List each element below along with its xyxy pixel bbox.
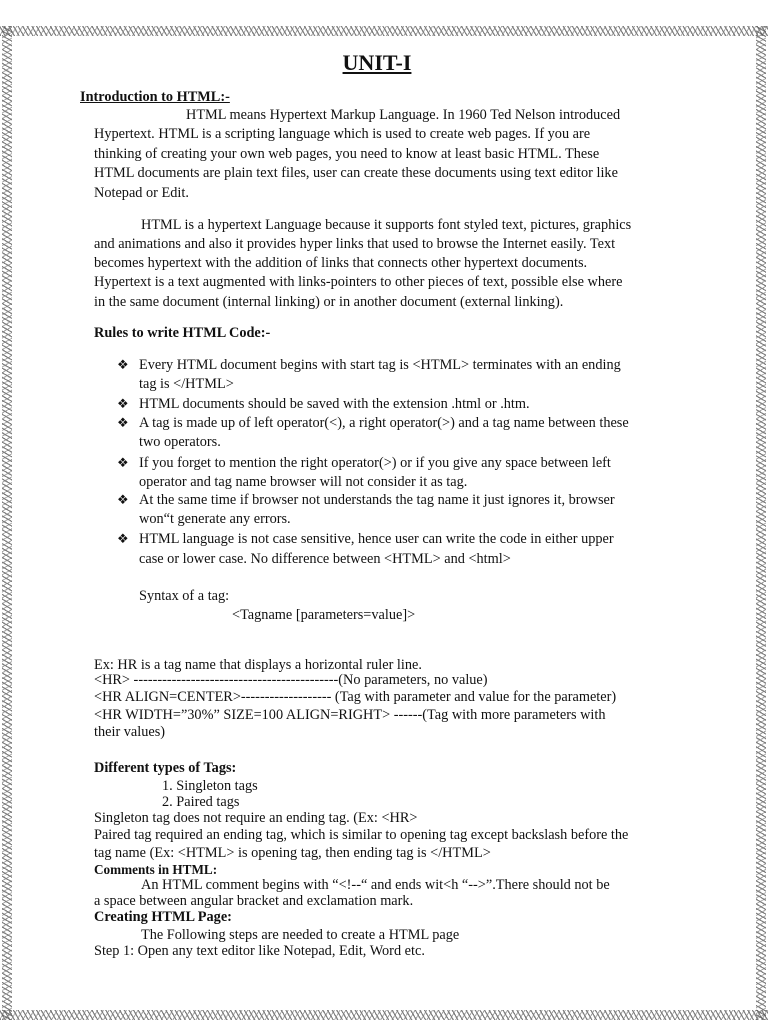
rules-heading: Rules to write HTML Code:-: [94, 325, 271, 341]
intro-p2-line: and animations and also it provides hyper links that used to browse the Internet easily. Text: [94, 236, 616, 252]
intro-p2-line: Hypertext is a text augmented with links-pointers to other pieces of text, possible else where: [94, 274, 623, 290]
creating-heading: Creating HTML Page:: [94, 909, 232, 925]
creating-line: Step 1: Open any text editor like Notepad, Edit, Word etc.: [94, 943, 425, 959]
types-line: tag name (Ex: <HTML> is opening tag, then ending tag is </HTML>: [94, 845, 491, 861]
example-line: <HR> -------------------------------------------(No parameters, no value): [94, 672, 488, 688]
types-heading: Different types of Tags:: [94, 760, 237, 776]
bullet-icon: ❖: [117, 357, 129, 372]
comments-heading: Comments in HTML:: [94, 862, 218, 877]
bullet-icon: ❖: [117, 492, 129, 507]
rule-item-line: won“t generate any errors.: [139, 511, 291, 527]
bullet-icon: ❖: [117, 396, 129, 411]
page-title: UNIT-I: [342, 50, 412, 75]
comments-line: An HTML comment begins with “<!--“ and ends wit<h “-->”.There should not be: [141, 877, 610, 893]
rule-item-line: case or lower case. No difference between <HTML> and <html>: [139, 551, 511, 567]
rule-item-line: A tag is made up of left operator(<), a right operator(>) and a tag name between these: [139, 415, 629, 431]
types-list-item: 1. Singleton tags: [162, 778, 258, 794]
decorative-border-left: [2, 26, 12, 1020]
rule-item-line: At the same time if browser not understands the tag name it just ignores it, browser: [139, 492, 615, 508]
intro-p2-line: becomes hypertext with the addition of links that connects other hypertext documents.: [94, 255, 588, 271]
bullet-icon: ❖: [117, 531, 129, 546]
example-line: <HR WIDTH=”30%” SIZE=100 ALIGN=RIGHT> ------(Tag with more parameters with: [94, 707, 606, 723]
syntax-label: Syntax of a tag:: [139, 588, 230, 604]
example-line: their values): [94, 724, 166, 740]
intro-heading: Introduction to HTML:-: [80, 89, 230, 105]
rule-item-line: tag is </HTML>: [139, 376, 234, 392]
decorative-border-top: [0, 26, 768, 36]
intro-p2-line: HTML is a hypertext Language because it supports font styled text, pictures, graphics: [141, 217, 632, 233]
bullet-icon: ❖: [117, 415, 129, 430]
decorative-border-right: [756, 26, 766, 1020]
types-line: Paired tag required an ending tag, which is similar to opening tag except backslash before the: [94, 827, 629, 843]
rule-item-line: Every HTML document begins with start tag is <HTML> terminates with an ending: [139, 357, 621, 373]
bullet-icon: ❖: [117, 455, 129, 470]
types-line: Singleton tag does not require an ending tag. (Ex: <HR>: [94, 810, 418, 826]
types-list-item: 2. Paired tags: [162, 794, 240, 810]
rule-item-line: two operators.: [139, 434, 221, 450]
example-line: <HR ALIGN=CENTER>------------------- (Tag with parameter and value for the parameter): [94, 689, 617, 705]
rule-item-line: operator and tag name browser will not consider it as tag.: [139, 474, 468, 490]
rule-item-line: HTML documents should be saved with the extension .html or .htm.: [139, 396, 530, 412]
intro-p1-line: Hypertext. HTML is a scripting language which is used to create web pages. If you are: [94, 126, 591, 142]
creating-line: The Following steps are needed to create a HTML page: [141, 927, 460, 943]
example-line: Ex: HR is a tag name that displays a horizontal ruler line.: [94, 657, 422, 673]
intro-p1-line: HTML documents are plain text files, user can create these documents using text editor like: [94, 165, 618, 181]
rule-item-line: HTML language is not case sensitive, hence user can write the code in either upper: [139, 531, 614, 547]
intro-p1-line: HTML means Hypertext Markup Language. In 1960 Ted Nelson introduced: [186, 107, 621, 123]
intro-p1-line: thinking of creating your own web pages, you need to know at least basic HTML. These: [94, 146, 600, 162]
rule-item-line: If you forget to mention the right operator(>) or if you give any space between left: [139, 455, 611, 471]
decorative-border-bottom: [0, 1010, 768, 1020]
intro-p1-line: Notepad or Edit.: [94, 185, 189, 201]
comments-line: a space between angular bracket and exclamation mark.: [94, 893, 414, 909]
syntax-value: <Tagname [parameters=value]>: [232, 607, 416, 623]
intro-p2-line: in the same document (internal linking) or in another document (external linking).: [94, 294, 564, 310]
